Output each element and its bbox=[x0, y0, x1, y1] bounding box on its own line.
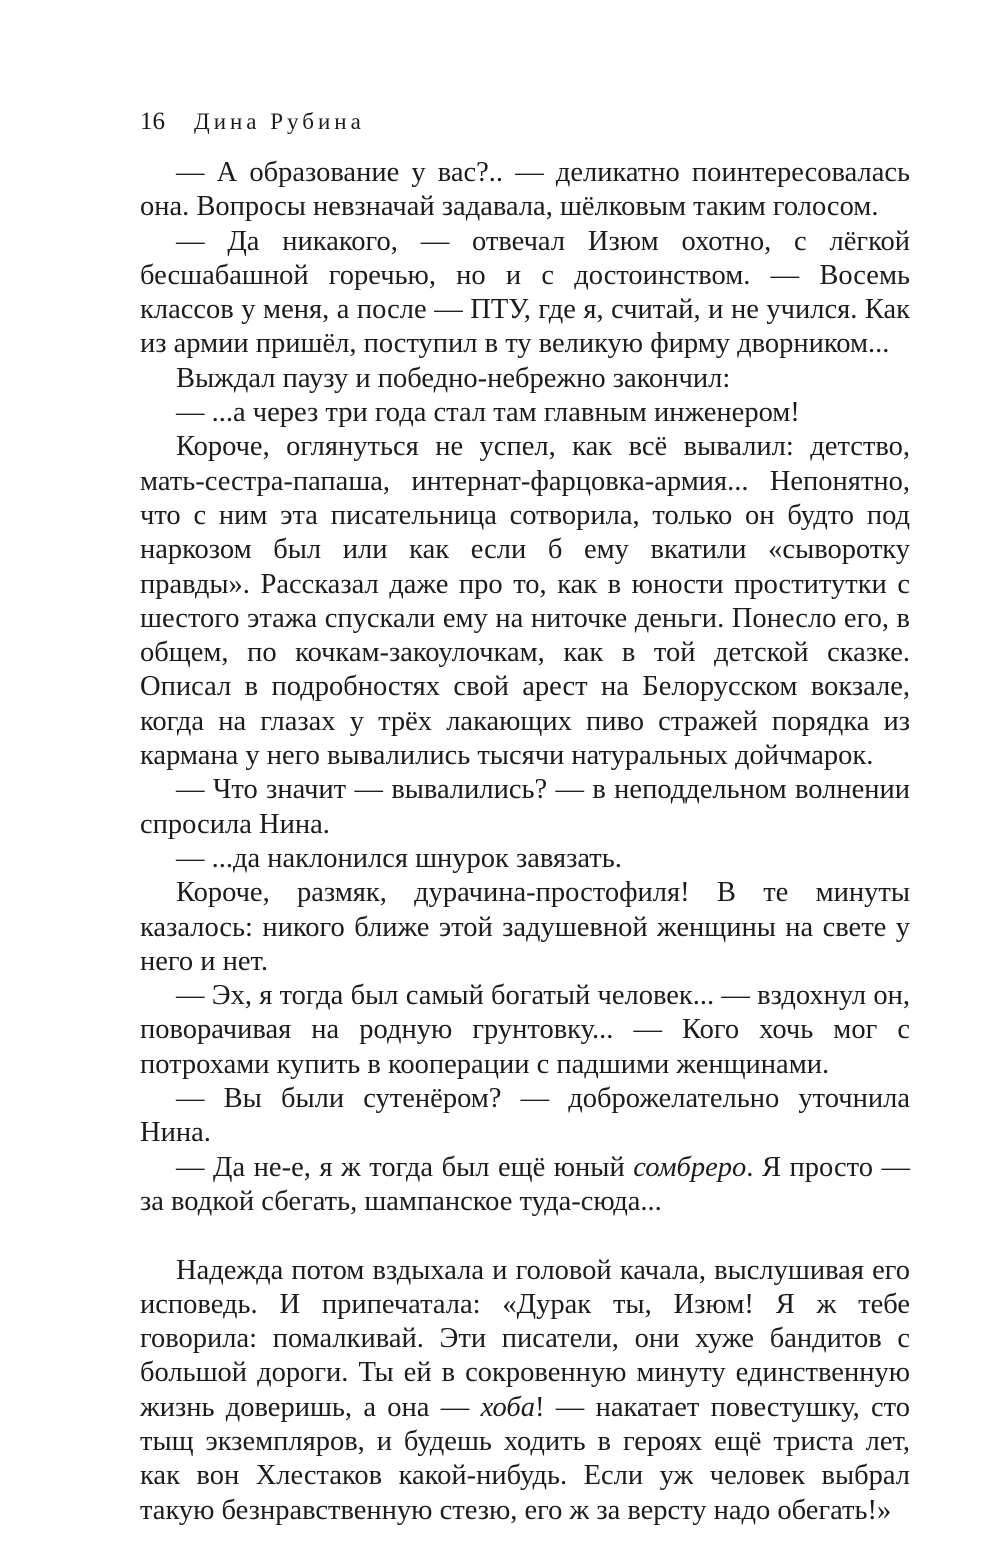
body-text bbox=[140, 156, 910, 1528]
paragraph-2 bbox=[140, 225, 910, 362]
text-run: — Да не-е, я ж тогда был ещё юный bbox=[176, 1151, 634, 1183]
text-run: . Я просто — за водкой сбегать, шампанское туда-сюда... bbox=[140, 1151, 911, 1217]
text-run: — Эх, я тогда был самый богатый человек... — вздохнул он, поворачивая на родную грунтовку... — Кого хочь мог с потрохами купить в кооперации с падшими женщинами. bbox=[140, 980, 910, 1080]
text-run: — А образование у вас?.. — деликатно поинтересовалась она. Вопросы невзначай задавала, шёлковым таким голосом. bbox=[140, 157, 910, 223]
italic-word: сомбреро bbox=[633, 1151, 747, 1183]
paragraph-12 bbox=[140, 1254, 910, 1528]
running-head bbox=[140, 105, 910, 139]
paragraph-6 bbox=[140, 773, 910, 842]
paragraph-5 bbox=[140, 430, 910, 773]
text-run: — ...да наклонился шнурок завязать. bbox=[176, 842, 622, 874]
paragraph-9 bbox=[140, 979, 910, 1082]
text-run: — Да никакого, — отвечал Изюм охотно, с лёгкой бесшабашной горечью, но и с достоинством. — Восемь классов у меня, а после — ПТУ, где я, считай, и не учился. Как из армии пришёл, поступил в ту великую фирму дворником... bbox=[140, 225, 910, 360]
paragraph-1 bbox=[140, 156, 910, 225]
book-page bbox=[140, 105, 910, 1528]
paragraph-4 bbox=[140, 396, 910, 430]
author-name: Дина Рубина bbox=[194, 109, 365, 134]
text-run: Короче, оглянуться не успел, как всё вывалил: детство, мать-сестра-папаша, интернат-фарцовка-армия... Непонятно, что с ним эта писательница сотворила, только он будто под наркозом был или как если б ему вкатили «сыворотку правды». Рассказал даже про то, как в юности проститутки с шестого этажа спускали ему на ниточке деньги. Понесло его, в общем, по кочкам-закоулочкам, как в той детской сказке. Описал в подробностях свой арест на Белорусском вокзале, когда на глазах у трёх лакающих пиво стражей порядка из кармана у него вывалились тысячи натуральных дойчмарок. bbox=[140, 431, 910, 772]
italic-word: хоба bbox=[480, 1391, 535, 1423]
text-run: — Что значит — вывалились? — в неподдельном волнении спросила Нина. bbox=[140, 774, 910, 840]
text-run: — ...а через три года стал там главным инженером! bbox=[176, 397, 800, 429]
text-run: — Вы были сутенёром? — доброжелательно уточнила Нина. bbox=[140, 1083, 910, 1149]
paragraph-3 bbox=[140, 362, 910, 396]
paragraph-8 bbox=[140, 876, 910, 979]
text-run: Короче, размяк, дурачина-простофиля! В те минуты казалось: никого ближе этой задушевной женщины на свете у него и нет. bbox=[140, 877, 910, 977]
paragraph-7 bbox=[140, 842, 910, 876]
paragraph-10 bbox=[140, 1082, 910, 1151]
page-number: 16 bbox=[140, 108, 165, 135]
text-run: Выждал паузу и победно-небрежно закончил: bbox=[176, 362, 731, 394]
paragraph-11 bbox=[140, 1151, 910, 1220]
text-run: ! — накатает повестушку, сто тыщ экземпляров, и будешь ходить в героях ещё триста лет, как вон Хлестаков какой-нибудь. Если уж человек выбрал такую безнравственную стезю, его ж за версту надо обегать!» bbox=[140, 1391, 911, 1526]
text-run: Надежда потом вздыхала и головой качала, выслушивая его исповедь. И припечатала: «Дурак ты, Изюм! Я ж тебе говорила: помалкивай. Эти писатели, они хуже бандитов с большой дороги. Ты ей в сокровенную минуту единственную жизнь доверишь, а она — bbox=[140, 1254, 910, 1423]
